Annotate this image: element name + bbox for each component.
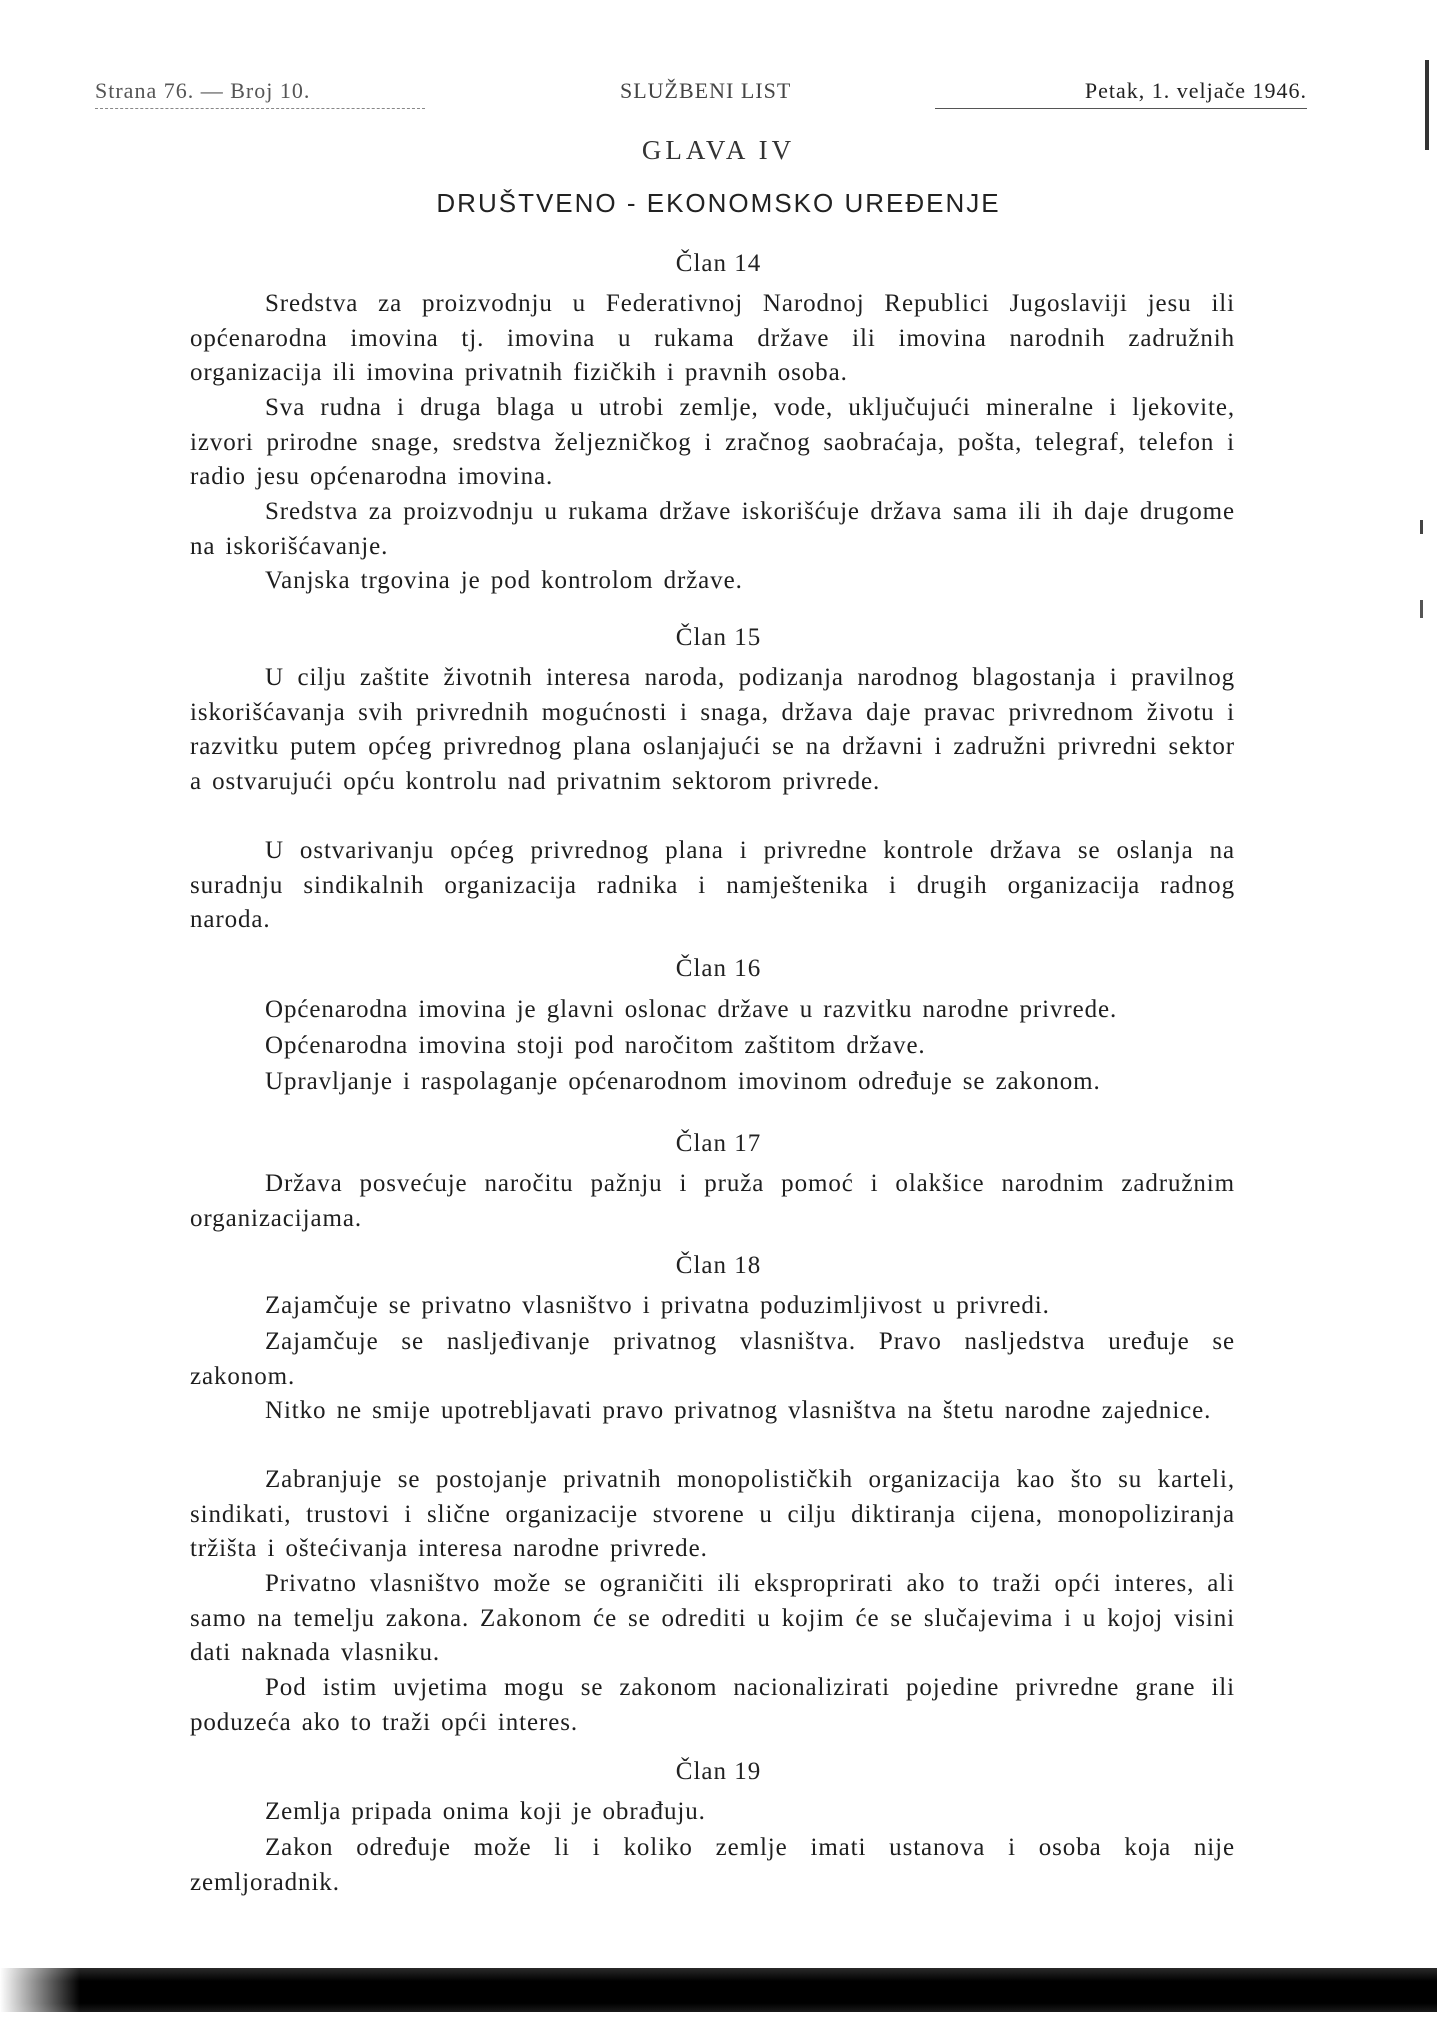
article-15-paragraph-2: U ostvarivanju općeg privrednog plana i privredne kontrole država se oslanja na suradnju sindikalnih organizacija radnika i namještenika i drugih organizacija radnog naroda. (190, 837, 1235, 933)
article-heading-19: Član 19 (675, 1758, 762, 1785)
article-18-paragraph-6: Pod istim uvjetima mogu se zakonom nacionalizirati pojedine privredne grane ili poduzeća ako to traži opći interes. (190, 1674, 1235, 1736)
article-18-paragraph-3: Nitko ne smije upotrebljavati pravo privatnog vlasništva na štetu narodne zajednice. (265, 1397, 1212, 1424)
article-18-paragraph-2: Zajamčuje se nasljeđivanje privatnog vlasništva. Pravo nasljedstva uređuje se zakonom. (190, 1328, 1235, 1390)
article-heading-18: Član 18 (675, 1252, 762, 1279)
header-rule-right (935, 108, 1307, 109)
scan-edge-mark (1425, 60, 1429, 150)
issue-date: Petak, 1. veljače 1946. (1084, 78, 1307, 103)
article-16-paragraph-1: Općenarodna imovina je glavni oslonac države u razvitku narodne privrede. (265, 996, 1118, 1023)
article-14-paragraph-2: Sva rudna i druga blaga u utrobi zemlje, vode, uključujući mineralne i ljekovite, izvori prirodne snage, sredstva željezničkog i zračnog saobraćaja, pošta, telegraf, telefon i radio jesu općenarodna imovina. (190, 394, 1235, 490)
scan-edge-mark (1420, 600, 1423, 618)
header-rule-left (95, 108, 425, 109)
publication-title: SLUŽBENI LIST (620, 78, 792, 103)
article-heading-15: Član 15 (675, 624, 762, 651)
article-15-paragraph-1: U cilju zaštite životnih interesa naroda, podizanja narodnog blagostanja i pravilnog iskorišćavanja svih privrednih mogućnosti i snaga, država daje pravac privrednom životu i razvitku putem općeg privrednog plana oslanjajući se na državni i zadružni privredni sektor a ostvarujući opću kontrolu nad privatnim sektorom privrede. (190, 664, 1235, 795)
article-heading-14: Član 14 (675, 250, 762, 277)
article-18-paragraph-1: Zajamčuje se privatno vlasništvo i privatna poduzimljivost u privredi. (265, 1292, 1050, 1319)
scan-edge-mark (1420, 520, 1423, 534)
scanner-edge-band (0, 1968, 1437, 2012)
article-14-paragraph-4: Vanjska trgovina je pod kontrolom države. (265, 567, 743, 594)
article-14-paragraph-3: Sredstva za proizvodnju u rukama države iskorišćuje država sama ili ih daje drugome na iskorišćavanje. (190, 498, 1235, 560)
running-header (95, 70, 1307, 110)
article-18-paragraph-5: Privatno vlasništvo može se ograničiti ili eksproprirati ako to traži opći interes, ali samo na temelju zakona. Zakonom će se odrediti u kojim će se slučajevima i u kojoj visini dati naknada vlasniku. (190, 1570, 1235, 1666)
article-14-paragraph-1: Sredstva za proizvodnju u Federativnoj Narodnoj Republici Jugoslaviji jesu ili općenarodna imovina tj. imovina u rukama države ili imovina narodnih zadružnih organizacija ili imovina privatnih fizičkih i pravnih osoba. (190, 290, 1235, 386)
article-16-paragraph-2: Općenarodna imovina stoji pod naročitom zaštitom države. (265, 1032, 926, 1059)
article-19-paragraph-1: Zemlja pripada onima koji je obrađuju. (265, 1798, 706, 1825)
article-18-paragraph-4: Zabranjuje se postojanje privatnih monopolističkih organizacija kao što su karteli, sindikati, trustovi i slične organizacije stvorene u cilju diktiranja cijena, monopoliziranja tržišta i oštećivanja interesa narodne privrede. (190, 1466, 1235, 1562)
scanner-edge-fade (0, 1955, 80, 2015)
article-heading-16: Član 16 (675, 955, 762, 982)
page-number-label: Strana 76. — Broj 10. (95, 78, 311, 103)
article-17-paragraph-1: Država posvećuje naročitu pažnju i pruža pomoć i olakšice narodnim zadružnim organizacijama. (190, 1170, 1235, 1232)
article-16-paragraph-3: Upravljanje i raspolaganje općenarodnom imovinom određuje se zakonom. (265, 1068, 1101, 1095)
article-19-paragraph-2: Zakon određuje može li i koliko zemlje imati ustanova i osoba koja nije zemljoradnik. (190, 1834, 1235, 1896)
chapter-title: DRUŠTVENO - EKONOMSKO UREĐENJE (436, 188, 1001, 218)
chapter-number: GLAVA IV (641, 135, 796, 165)
article-heading-17: Član 17 (675, 1130, 762, 1157)
